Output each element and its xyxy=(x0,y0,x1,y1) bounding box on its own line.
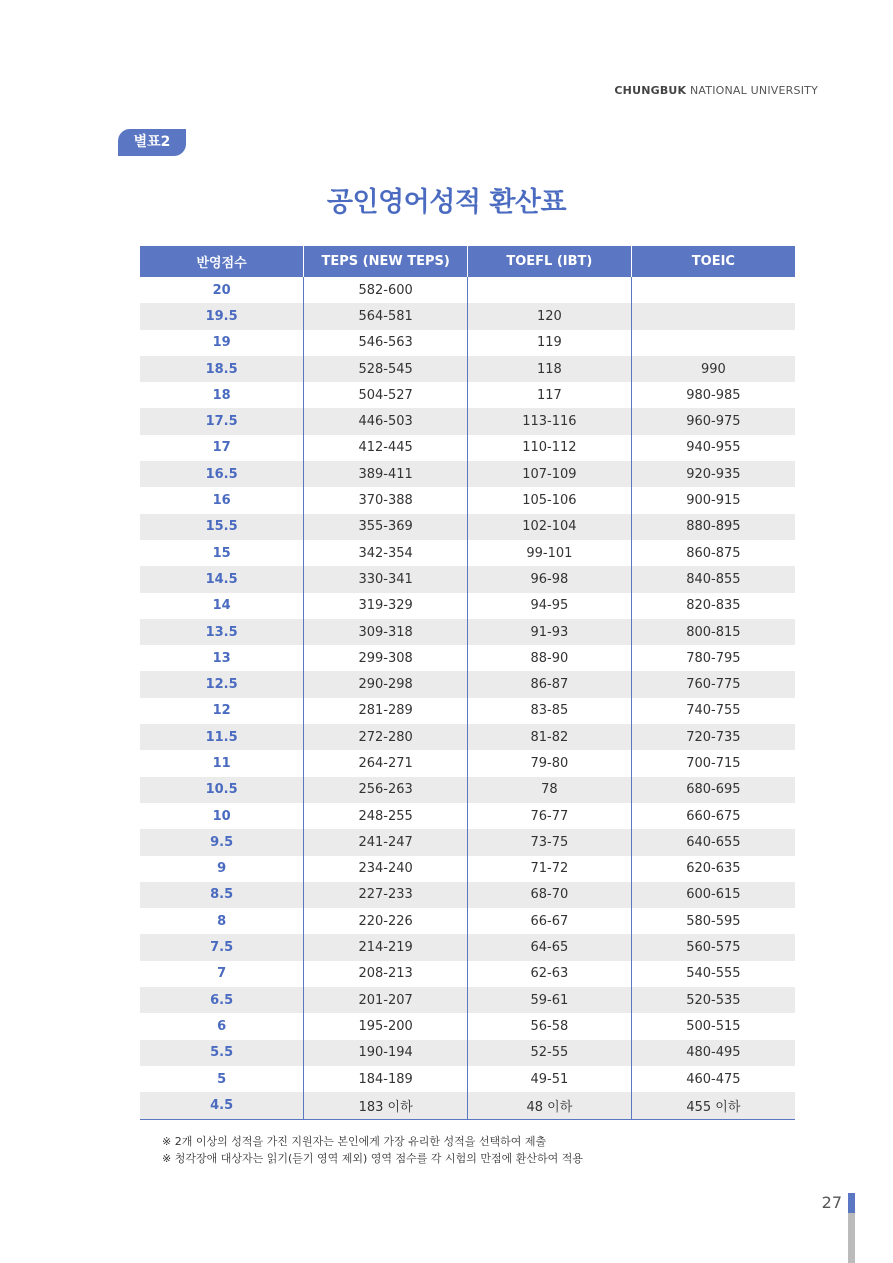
table-row xyxy=(140,435,795,461)
score-cell: 16.5 xyxy=(140,461,304,487)
range-cell: 113-116 xyxy=(468,408,632,434)
range-cell: 540-555 xyxy=(631,961,795,987)
range-cell: 248-255 xyxy=(304,803,468,829)
university-name-bold: CHUNGBUK xyxy=(614,84,687,97)
range-cell: 680-695 xyxy=(631,777,795,803)
column-header: TOEIC xyxy=(631,246,795,277)
range-cell: 309-318 xyxy=(304,619,468,645)
table-row xyxy=(140,566,795,592)
range-cell: 256-263 xyxy=(304,777,468,803)
range-cell: 94-95 xyxy=(468,593,632,619)
score-cell: 19 xyxy=(212,335,231,351)
score-cell: 6 xyxy=(217,1018,227,1034)
score-cell: 7 xyxy=(217,966,227,982)
score-cell: 9 xyxy=(217,861,227,877)
range-cell: 118 xyxy=(468,356,632,382)
table-row xyxy=(140,724,795,750)
score-conversion-table xyxy=(140,246,795,1120)
table-row xyxy=(140,750,795,776)
range-cell xyxy=(631,277,795,303)
range-cell: 600-615 xyxy=(631,882,795,908)
range-cell: 500-515 xyxy=(631,1013,795,1039)
range-cell: 780-795 xyxy=(631,645,795,671)
table-row xyxy=(140,277,795,303)
range-cell: 234-240 xyxy=(304,856,468,882)
range-cell: 76-77 xyxy=(468,803,632,829)
range-cell: 110-112 xyxy=(468,435,632,461)
range-cell: 960-975 xyxy=(631,408,795,434)
table-row xyxy=(140,934,795,960)
range-cell: 117 xyxy=(468,382,632,408)
table-row xyxy=(140,777,795,803)
table-row xyxy=(140,856,795,882)
range-cell: 183 이하 xyxy=(304,1092,468,1119)
range-cell: 105-106 xyxy=(468,487,632,513)
score-cell: 14.5 xyxy=(140,566,304,592)
column-header: 반영점수 xyxy=(140,246,304,277)
score-cell: 13 xyxy=(212,650,231,666)
table-row xyxy=(140,987,795,1013)
range-cell: 980-985 xyxy=(631,382,795,408)
range-cell: 880-895 xyxy=(631,514,795,540)
range-cell: 455 이하 xyxy=(631,1092,795,1119)
page-number: 27 xyxy=(821,1193,842,1212)
score-cell: 7.5 xyxy=(140,934,304,960)
range-cell: 990 xyxy=(631,356,795,382)
range-cell: 920-935 xyxy=(631,461,795,487)
range-cell: 73-75 xyxy=(468,829,632,855)
range-cell: 264-271 xyxy=(304,750,468,776)
range-cell: 319-329 xyxy=(304,593,468,619)
table-row xyxy=(140,829,795,855)
range-cell: 740-755 xyxy=(631,698,795,724)
score-cell: 9.5 xyxy=(140,829,304,855)
table-row xyxy=(140,645,795,671)
range-cell: 91-93 xyxy=(468,619,632,645)
range-cell: 582-600 xyxy=(304,277,468,303)
score-cell: 10 xyxy=(212,808,231,824)
table-row xyxy=(140,908,795,934)
table-row xyxy=(140,303,795,329)
score-cell: 18 xyxy=(212,387,231,403)
range-cell: 96-98 xyxy=(468,566,632,592)
range-cell: 201-207 xyxy=(304,987,468,1013)
page-title: 공인영어성적 환산표 xyxy=(326,187,567,218)
range-cell: 71-72 xyxy=(468,856,632,882)
range-cell: 620-635 xyxy=(631,856,795,882)
score-cell: 15 xyxy=(212,545,231,561)
range-cell: 64-65 xyxy=(468,934,632,960)
score-cell: 17 xyxy=(212,440,231,456)
university-header xyxy=(614,84,818,97)
range-cell: 49-51 xyxy=(468,1066,632,1092)
range-cell: 86-87 xyxy=(468,671,632,697)
table-row xyxy=(140,382,795,408)
range-cell xyxy=(468,277,632,303)
score-cell: 14 xyxy=(212,598,231,614)
table-row xyxy=(140,487,795,513)
range-cell: 330-341 xyxy=(304,566,468,592)
range-cell: 528-545 xyxy=(304,356,468,382)
range-cell: 208-213 xyxy=(304,961,468,987)
range-cell: 480-495 xyxy=(631,1040,795,1066)
range-cell: 56-58 xyxy=(468,1013,632,1039)
range-cell: 412-445 xyxy=(304,435,468,461)
range-cell: 820-835 xyxy=(631,593,795,619)
table-row xyxy=(140,1013,795,1039)
range-cell: 48 이하 xyxy=(468,1092,632,1119)
table-row xyxy=(140,619,795,645)
table-row xyxy=(140,671,795,697)
footnote: ※ 청각장애 대상자는 읽기(듣기 영역 제외) 영역 점수를 각 시험의 만점에 환산하여 적용 xyxy=(162,1152,584,1165)
table-row xyxy=(140,593,795,619)
range-cell: 580-595 xyxy=(631,908,795,934)
score-cell: 8 xyxy=(217,913,227,929)
score-cell: 17.5 xyxy=(140,408,304,434)
table-row xyxy=(140,698,795,724)
score-cell: 18.5 xyxy=(140,356,304,382)
table-row xyxy=(140,882,795,908)
table-body xyxy=(140,277,795,1119)
table-row xyxy=(140,408,795,434)
range-cell: 66-67 xyxy=(468,908,632,934)
score-cell: 11 xyxy=(212,755,231,771)
range-cell: 299-308 xyxy=(304,645,468,671)
footnote: ※ 2개 이상의 성적을 가진 지원자는 본인에게 가장 유리한 성적을 선택하여 제출 xyxy=(162,1135,547,1148)
table-row xyxy=(140,461,795,487)
range-cell: 184-189 xyxy=(304,1066,468,1092)
range-cell: 446-503 xyxy=(304,408,468,434)
page-marker-bar xyxy=(848,1193,855,1263)
score-cell: 13.5 xyxy=(140,619,304,645)
score-cell: 11.5 xyxy=(140,724,304,750)
score-cell: 8.5 xyxy=(140,882,304,908)
score-cell: 12 xyxy=(212,703,231,719)
table-row xyxy=(140,330,795,356)
range-cell: 107-109 xyxy=(468,461,632,487)
range-cell: 81-82 xyxy=(468,724,632,750)
range-cell: 564-581 xyxy=(304,303,468,329)
range-cell: 640-655 xyxy=(631,829,795,855)
range-cell: 370-388 xyxy=(304,487,468,513)
table-row xyxy=(140,961,795,987)
range-cell: 88-90 xyxy=(468,645,632,671)
range-cell: 220-226 xyxy=(304,908,468,934)
range-cell: 800-815 xyxy=(631,619,795,645)
range-cell: 99-101 xyxy=(468,540,632,566)
range-cell: 760-775 xyxy=(631,671,795,697)
range-cell: 83-85 xyxy=(468,698,632,724)
table-row xyxy=(140,514,795,540)
range-cell: 546-563 xyxy=(304,330,468,356)
range-cell: 79-80 xyxy=(468,750,632,776)
range-cell: 119 xyxy=(468,330,632,356)
range-cell: 227-233 xyxy=(304,882,468,908)
column-header: TEPS (NEW TEPS) xyxy=(304,246,468,277)
score-cell: 12.5 xyxy=(140,671,304,697)
range-cell: 700-715 xyxy=(631,750,795,776)
range-cell: 355-369 xyxy=(304,514,468,540)
range-cell: 520-535 xyxy=(631,987,795,1013)
range-cell: 214-219 xyxy=(304,934,468,960)
range-cell: 195-200 xyxy=(304,1013,468,1039)
range-cell: 102-104 xyxy=(468,514,632,540)
university-name-rest: NATIONAL UNIVERSITY xyxy=(689,84,818,97)
range-cell: 504-527 xyxy=(304,382,468,408)
column-header: TOEFL (IBT) xyxy=(468,246,632,277)
table-row xyxy=(140,1040,795,1066)
score-cell: 10.5 xyxy=(140,777,304,803)
table-header-row xyxy=(140,246,795,277)
range-cell: 241-247 xyxy=(304,829,468,855)
table-row xyxy=(140,540,795,566)
range-cell: 560-575 xyxy=(631,934,795,960)
range-cell: 389-411 xyxy=(304,461,468,487)
range-cell: 62-63 xyxy=(468,961,632,987)
table-row xyxy=(140,1092,795,1119)
range-cell: 460-475 xyxy=(631,1066,795,1092)
range-cell: 52-55 xyxy=(468,1040,632,1066)
range-cell: 342-354 xyxy=(304,540,468,566)
score-cell: 19.5 xyxy=(140,303,304,329)
range-cell: 660-675 xyxy=(631,803,795,829)
range-cell: 290-298 xyxy=(304,671,468,697)
score-cell: 6.5 xyxy=(140,987,304,1013)
range-cell xyxy=(631,330,795,356)
range-cell xyxy=(631,303,795,329)
range-cell: 68-70 xyxy=(468,882,632,908)
score-cell: 16 xyxy=(212,493,231,509)
score-cell: 20 xyxy=(212,282,231,298)
score-cell: 15.5 xyxy=(140,514,304,540)
range-cell: 120 xyxy=(468,303,632,329)
range-cell: 78 xyxy=(468,777,632,803)
score-cell: 5 xyxy=(217,1071,227,1087)
table-row xyxy=(140,356,795,382)
range-cell: 272-280 xyxy=(304,724,468,750)
range-cell: 900-915 xyxy=(631,487,795,513)
appendix-badge: 별표2 xyxy=(118,129,186,156)
table-row xyxy=(140,803,795,829)
range-cell: 940-955 xyxy=(631,435,795,461)
range-cell: 720-735 xyxy=(631,724,795,750)
table-row xyxy=(140,1066,795,1092)
range-cell: 59-61 xyxy=(468,987,632,1013)
range-cell: 190-194 xyxy=(304,1040,468,1066)
footnotes xyxy=(162,1133,583,1167)
range-cell: 840-855 xyxy=(631,566,795,592)
score-cell: 4.5 xyxy=(140,1092,304,1119)
score-cell: 5.5 xyxy=(140,1040,304,1066)
range-cell: 860-875 xyxy=(631,540,795,566)
range-cell: 281-289 xyxy=(304,698,468,724)
